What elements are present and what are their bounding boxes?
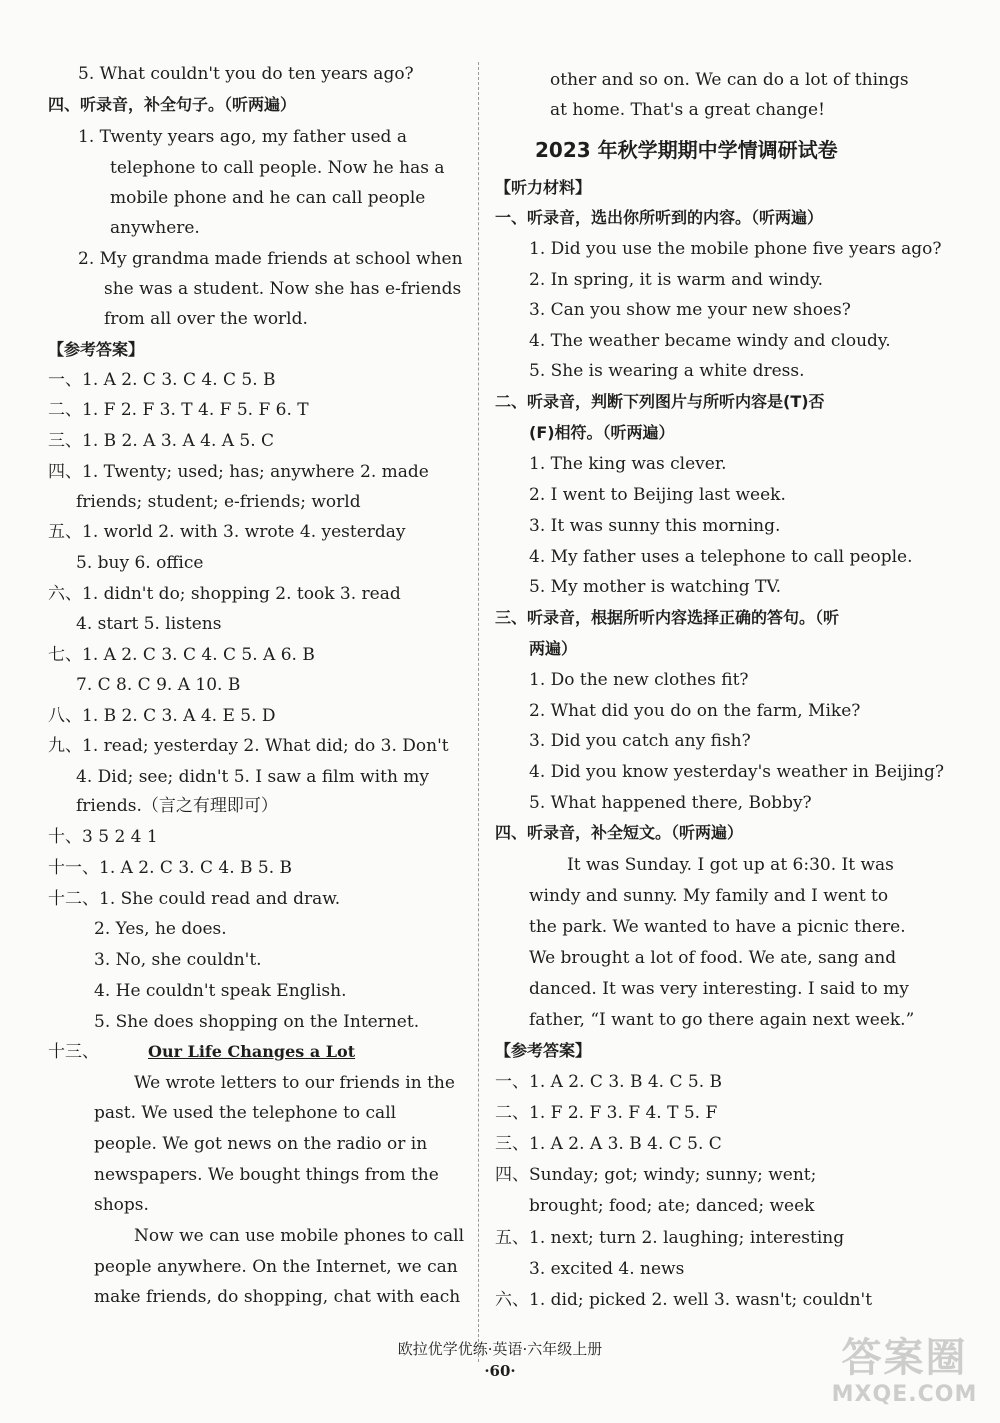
text-line: 2. In spring, it is warm and windy. xyxy=(529,270,824,290)
text-line: telephone to call people. Now he has a xyxy=(110,158,445,178)
text-line: 3. Can you show me your new shoes? xyxy=(529,300,851,320)
answer-line: 3. excited 4. news xyxy=(529,1259,685,1279)
text-line: 5. What happened there, Bobby? xyxy=(529,793,812,813)
section-heading: 二、听录音，判断下列图片与所听内容是(T)否 xyxy=(495,392,825,411)
answer-line: 五、1. world 2. with 3. wrote 4. yesterday xyxy=(48,522,406,542)
essay-line: We wrote letters to our friends in the xyxy=(134,1073,455,1093)
answer-line: friends; student; e-friends; world xyxy=(76,492,361,512)
answer-line: 二、1. F 2. F 3. T 4. F 5. F 6. T xyxy=(48,400,309,420)
essay-line: Now we can use mobile phones to call xyxy=(134,1226,465,1246)
text-line: 4. My father uses a telephone to call people. xyxy=(529,547,913,567)
text-line: 1. The king was clever. xyxy=(529,454,727,474)
text-line: 5. She is wearing a white dress. xyxy=(529,361,805,381)
section-heading: 四、听录音，补全短文。（听两遍） xyxy=(495,823,744,842)
text-line: 1. Twenty years ago, my father used a xyxy=(78,127,407,147)
transcript-heading: 【听力材料】 xyxy=(495,178,592,197)
answer-line: friends.（言之有理即可） xyxy=(76,796,278,816)
text-line: 2. My grandma made friends at school when xyxy=(78,249,463,269)
answer-line: 十二、1. She could read and draw. xyxy=(48,889,341,909)
passage-line: the park. We wanted to have a picnic there. xyxy=(529,917,906,937)
answer-line: 八、1. B 2. C 3. A 4. E 5. D xyxy=(48,706,276,726)
watermark-logo: 答案圈 xyxy=(841,1335,968,1381)
watermark xyxy=(817,1334,992,1419)
answer-line: 六、1. did; picked 2. well 3. wasn't; couldn't xyxy=(495,1290,873,1310)
passage-line: father, “I want to go there again next week.” xyxy=(529,1010,915,1030)
answer-line: 一、1. A 2. C 3. C 4. C 5. B xyxy=(48,370,276,390)
text-line: mobile phone and he can call people xyxy=(110,188,426,208)
essay-title: Our Life Changes a Lot xyxy=(148,1042,356,1061)
passage-line: windy and sunny. My family and I went to xyxy=(529,886,889,906)
essay-line: shops. xyxy=(94,1195,149,1215)
answer-line: 十三、 xyxy=(48,1042,99,1062)
answer-line: 4. He couldn't speak English. xyxy=(94,981,347,1001)
passage-line: danced. It was very interesting. I said to my xyxy=(529,979,909,999)
page-number: ·60· xyxy=(484,1362,516,1380)
essay-line: past. We used the telephone to call xyxy=(94,1103,397,1123)
answer-line: 5. She does shopping on the Internet. xyxy=(94,1012,420,1032)
answer-line: 四、Sunday; got; windy; sunny; went; xyxy=(495,1165,817,1185)
text-line: 5. What couldn't you do ten years ago? xyxy=(78,64,414,84)
essay-line: other and so on. We can do a lot of things xyxy=(550,70,909,90)
section-heading: 一、听录音，选出你所听到的内容。（听两遍） xyxy=(495,208,824,227)
section-heading: 两遍） xyxy=(529,639,578,658)
answer-line: 五、1. next; turn 2. laughing; interesting xyxy=(495,1228,845,1248)
essay-line: newspapers. We bought things from the xyxy=(94,1165,439,1185)
answer-line: 三、1. B 2. A 3. A 4. A 5. C xyxy=(48,431,275,451)
section-heading: (F)相符。（听两遍） xyxy=(529,423,675,442)
text-line: 4. Did you know yesterday's weather in Beijing? xyxy=(529,762,944,782)
text-line: 1. Do the new clothes fit? xyxy=(529,670,749,690)
answer-line: 四、1. Twenty; used; has; anywhere 2. made xyxy=(48,462,429,482)
passage-line: We brought a lot of food. We ate, sang and xyxy=(529,948,897,968)
essay-line: at home. That's a great change! xyxy=(550,100,825,120)
answer-line: 5. buy 6. office xyxy=(76,553,204,573)
text-line: anywhere. xyxy=(110,218,200,238)
answer-line: 7. C 8. C 9. A 10. B xyxy=(76,675,241,695)
text-line: 2. What did you do on the farm, Mike? xyxy=(529,701,861,721)
answer-line: 一、1. A 2. C 3. B 4. C 5. B xyxy=(495,1072,723,1092)
text-line: she was a student. Now she has e-friends xyxy=(104,279,462,299)
answer-line: 九、1. read; yesterday 2. What did; do 3. Don't xyxy=(48,736,449,756)
exam-title: 2023 年秋学期期中学情调研试卷 xyxy=(535,138,838,162)
answer-line: 4. Did; see; didn't 5. I saw a film with my xyxy=(76,767,430,787)
footer-book-title: 欧拉优学优练·英语·六年级上册 xyxy=(397,1340,603,1358)
watermark-url: MXQE.COM xyxy=(831,1382,978,1407)
answer-key-heading: 【参考答案】 xyxy=(48,340,145,359)
text-line: 3. Did you catch any fish? xyxy=(529,731,751,751)
column-divider xyxy=(478,62,479,1362)
text-line: from all over the world. xyxy=(104,309,308,329)
answer-key-heading: 【参考答案】 xyxy=(495,1041,592,1060)
answer-line: 十、3 5 2 4 1 xyxy=(48,827,158,847)
answer-line: 2. Yes, he does. xyxy=(94,919,227,939)
answer-line: 六、1. didn't do; shopping 2. took 3. read xyxy=(48,584,401,604)
text-line: 4. The weather became windy and cloudy. xyxy=(529,331,891,351)
passage-line: It was Sunday. I got up at 6:30. It was xyxy=(567,855,894,875)
answer-line: 七、1. A 2. C 3. C 4. C 5. A 6. B xyxy=(48,645,315,665)
answer-line: brought; food; ate; danced; week xyxy=(529,1196,815,1216)
text-line: 1. Did you use the mobile phone five years ago? xyxy=(529,239,942,259)
section-heading: 四、听录音，补全句子。（听两遍） xyxy=(48,95,297,114)
text-line: 3. It was sunny this morning. xyxy=(529,516,781,536)
answer-line: 二、1. F 2. F 3. F 4. T 5. F xyxy=(495,1103,718,1123)
essay-line: make friends, do shopping, chat with each xyxy=(94,1287,461,1307)
answer-line: 十一、1. A 2. C 3. C 4. B 5. B xyxy=(48,858,293,878)
essay-line: people anywhere. On the Internet, we can xyxy=(94,1257,458,1277)
section-heading: 三、听录音，根据所听内容选择正确的答句。（听 xyxy=(495,608,840,627)
answer-line: 4. start 5. listens xyxy=(76,614,222,634)
text-line: 2. I went to Beijing last week. xyxy=(529,485,786,505)
essay-line: people. We got news on the radio or in xyxy=(94,1134,428,1154)
answer-line: 三、1. A 2. A 3. B 4. C 5. C xyxy=(495,1134,722,1154)
answer-line: 3. No, she couldn't. xyxy=(94,950,262,970)
text-line: 5. My mother is watching TV. xyxy=(529,577,782,597)
